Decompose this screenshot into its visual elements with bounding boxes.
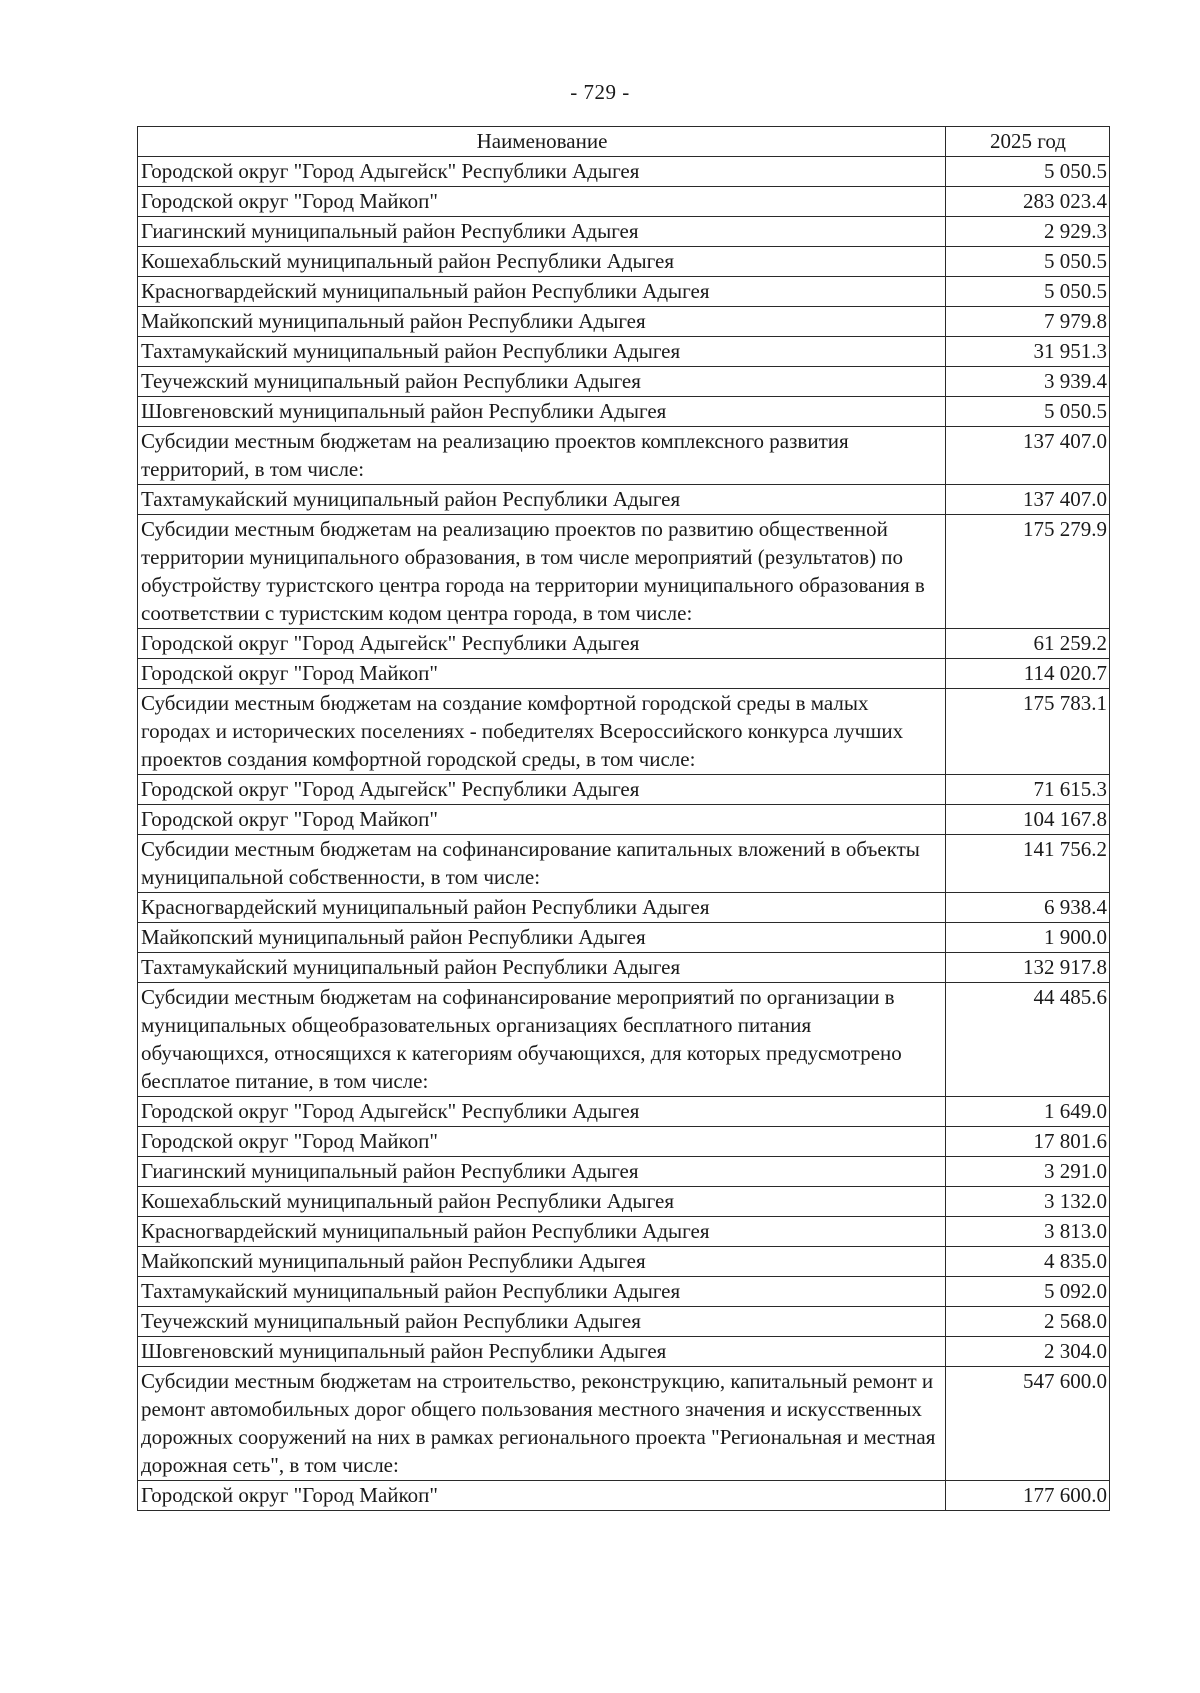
- row-name-cell: Кошехабльский муниципальный район Республики Адыгея: [138, 247, 946, 277]
- row-name-cell: Шовгеновский муниципальный район Республики Адыгея: [138, 397, 946, 427]
- row-name-cell: Кошехабльский муниципальный район Республики Адыгея: [138, 1187, 946, 1217]
- row-name-cell: Майкопский муниципальный район Республики Адыгея: [138, 307, 946, 337]
- table-row: [138, 277, 1110, 307]
- row-value-cell: 283 023.4: [946, 187, 1110, 217]
- table-row: [138, 659, 1110, 689]
- table-row: [138, 1247, 1110, 1277]
- table-row: [138, 1481, 1110, 1511]
- budget-table: [137, 126, 1110, 1511]
- row-name-cell: Тахтамукайский муниципальный район Республики Адыгея: [138, 953, 946, 983]
- table-row: [138, 1187, 1110, 1217]
- row-value-cell: 1 900.0: [946, 923, 1110, 953]
- table-row: [138, 1157, 1110, 1187]
- table-row: [138, 187, 1110, 217]
- row-value-cell: 61 259.2: [946, 629, 1110, 659]
- row-value-cell: 141 756.2: [946, 835, 1110, 893]
- table-row: [138, 689, 1110, 775]
- row-value-cell: 17 801.6: [946, 1127, 1110, 1157]
- table-row: [138, 515, 1110, 629]
- row-value-cell: 5 050.5: [946, 277, 1110, 307]
- row-name-cell: Городской округ "Город Адыгейск" Республики Адыгея: [138, 1097, 946, 1127]
- row-value-cell: 1 649.0: [946, 1097, 1110, 1127]
- row-value-cell: 2 568.0: [946, 1307, 1110, 1337]
- row-value-cell: 5 050.5: [946, 247, 1110, 277]
- row-name-cell: Городской округ "Город Майкоп": [138, 805, 946, 835]
- row-value-cell: 5 050.5: [946, 157, 1110, 187]
- row-value-cell: 137 407.0: [946, 485, 1110, 515]
- row-name-cell: Теучежский муниципальный район Республики Адыгея: [138, 367, 946, 397]
- row-name-cell: Красногвардейский муниципальный район Республики Адыгея: [138, 277, 946, 307]
- row-value-cell: 2 304.0: [946, 1337, 1110, 1367]
- row-name-cell: Субсидии местным бюджетам на строительство, реконструкцию, капитальный ремонт и ремонт автомобильных дорог общего пользования местного значения и искусственных дорожных сооружений на них в рамках регионального проекта "Региональная и местная дорожная сеть", в том числе:: [138, 1367, 946, 1481]
- row-name-cell: Субсидии местным бюджетам на реализацию проектов комплексного развития территорий, в том числе:: [138, 427, 946, 485]
- row-value-cell: 44 485.6: [946, 983, 1110, 1097]
- row-value-cell: 5 050.5: [946, 397, 1110, 427]
- table-row: [138, 1337, 1110, 1367]
- table-row: [138, 1277, 1110, 1307]
- row-name-cell: Субсидии местным бюджетам на софинансирование капитальных вложений в объекты муниципальной собственности, в том числе:: [138, 835, 946, 893]
- table-row: [138, 485, 1110, 515]
- column-header-name: Наименование: [138, 127, 946, 157]
- table-row: [138, 307, 1110, 337]
- row-value-cell: 3 813.0: [946, 1217, 1110, 1247]
- table-row: [138, 835, 1110, 893]
- row-name-cell: Шовгеновский муниципальный район Республики Адыгея: [138, 1337, 946, 1367]
- row-name-cell: Теучежский муниципальный район Республики Адыгея: [138, 1307, 946, 1337]
- row-value-cell: 3 291.0: [946, 1157, 1110, 1187]
- row-name-cell: Городской округ "Город Адыгейск" Республики Адыгея: [138, 775, 946, 805]
- row-name-cell: Субсидии местным бюджетам на создание комфортной городской среды в малых городах и исторических поселениях - победителях Всероссийского конкурса лучших проектов создания комфортной городской среды, в том числе:: [138, 689, 946, 775]
- row-value-cell: 4 835.0: [946, 1247, 1110, 1277]
- table-row: [138, 775, 1110, 805]
- page-number: - 729 -: [570, 80, 630, 104]
- table-row: [138, 367, 1110, 397]
- row-value-cell: 547 600.0: [946, 1367, 1110, 1481]
- table-row: [138, 427, 1110, 485]
- row-value-cell: 71 615.3: [946, 775, 1110, 805]
- table-row: [138, 629, 1110, 659]
- table-row: [138, 247, 1110, 277]
- row-value-cell: 3 132.0: [946, 1187, 1110, 1217]
- row-name-cell: Тахтамукайский муниципальный район Республики Адыгея: [138, 337, 946, 367]
- row-name-cell: Городской округ "Город Майкоп": [138, 659, 946, 689]
- row-name-cell: Городской округ "Город Адыгейск" Республики Адыгея: [138, 629, 946, 659]
- row-value-cell: 137 407.0: [946, 427, 1110, 485]
- row-name-cell: Красногвардейский муниципальный район Республики Адыгея: [138, 1217, 946, 1247]
- table-row: [138, 953, 1110, 983]
- row-name-cell: Тахтамукайский муниципальный район Республики Адыгея: [138, 485, 946, 515]
- row-name-cell: Гиагинский муниципальный район Республики Адыгея: [138, 1157, 946, 1187]
- table-row: [138, 1127, 1110, 1157]
- row-name-cell: Городской округ "Город Майкоп": [138, 1127, 946, 1157]
- table-row: [138, 1307, 1110, 1337]
- row-name-cell: Городской округ "Город Адыгейск" Республики Адыгея: [138, 157, 946, 187]
- row-value-cell: 2 929.3: [946, 217, 1110, 247]
- row-value-cell: 114 020.7: [946, 659, 1110, 689]
- budget-table-container: [137, 126, 1109, 1511]
- table-row: [138, 217, 1110, 247]
- row-value-cell: 6 938.4: [946, 893, 1110, 923]
- table-row: [138, 157, 1110, 187]
- row-name-cell: Городской округ "Город Майкоп": [138, 1481, 946, 1511]
- row-name-cell: Гиагинский муниципальный район Республики Адыгея: [138, 217, 946, 247]
- row-value-cell: 104 167.8: [946, 805, 1110, 835]
- table-row: [138, 337, 1110, 367]
- row-name-cell: Майкопский муниципальный район Республики Адыгея: [138, 1247, 946, 1277]
- row-value-cell: 132 917.8: [946, 953, 1110, 983]
- row-value-cell: 7 979.8: [946, 307, 1110, 337]
- row-value-cell: 3 939.4: [946, 367, 1110, 397]
- table-row: [138, 397, 1110, 427]
- row-name-cell: Майкопский муниципальный район Республики Адыгея: [138, 923, 946, 953]
- table-row: [138, 1097, 1110, 1127]
- column-header-year: 2025 год: [946, 127, 1110, 157]
- row-name-cell: Городской округ "Город Майкоп": [138, 187, 946, 217]
- row-name-cell: Тахтамукайский муниципальный район Республики Адыгея: [138, 1277, 946, 1307]
- row-value-cell: 175 279.9: [946, 515, 1110, 629]
- table-header-row: [138, 127, 1110, 157]
- table-row: [138, 923, 1110, 953]
- row-value-cell: 5 092.0: [946, 1277, 1110, 1307]
- row-value-cell: 175 783.1: [946, 689, 1110, 775]
- row-value-cell: 31 951.3: [946, 337, 1110, 367]
- table-row: [138, 893, 1110, 923]
- row-value-cell: 177 600.0: [946, 1481, 1110, 1511]
- row-name-cell: Субсидии местным бюджетам на реализацию проектов по развитию общественной территории муниципального образования, в том числе мероприятий (результатов) по обустройству туристского центра города на территории муниципального образования в соответствии с туристским кодом центра города, в том числе:: [138, 515, 946, 629]
- row-name-cell: Красногвардейский муниципальный район Республики Адыгея: [138, 893, 946, 923]
- table-row: [138, 1367, 1110, 1481]
- table-row: [138, 805, 1110, 835]
- table-row: [138, 983, 1110, 1097]
- row-name-cell: Субсидии местным бюджетам на софинансирование мероприятий по организации в муниципальных общеобразовательных организациях бесплатного питания обучающихся, относящихся к категориям обучающихся, для которых предусмотрено бесплатое питание, в том числе:: [138, 983, 946, 1097]
- table-body: [138, 157, 1110, 1511]
- table-row: [138, 1217, 1110, 1247]
